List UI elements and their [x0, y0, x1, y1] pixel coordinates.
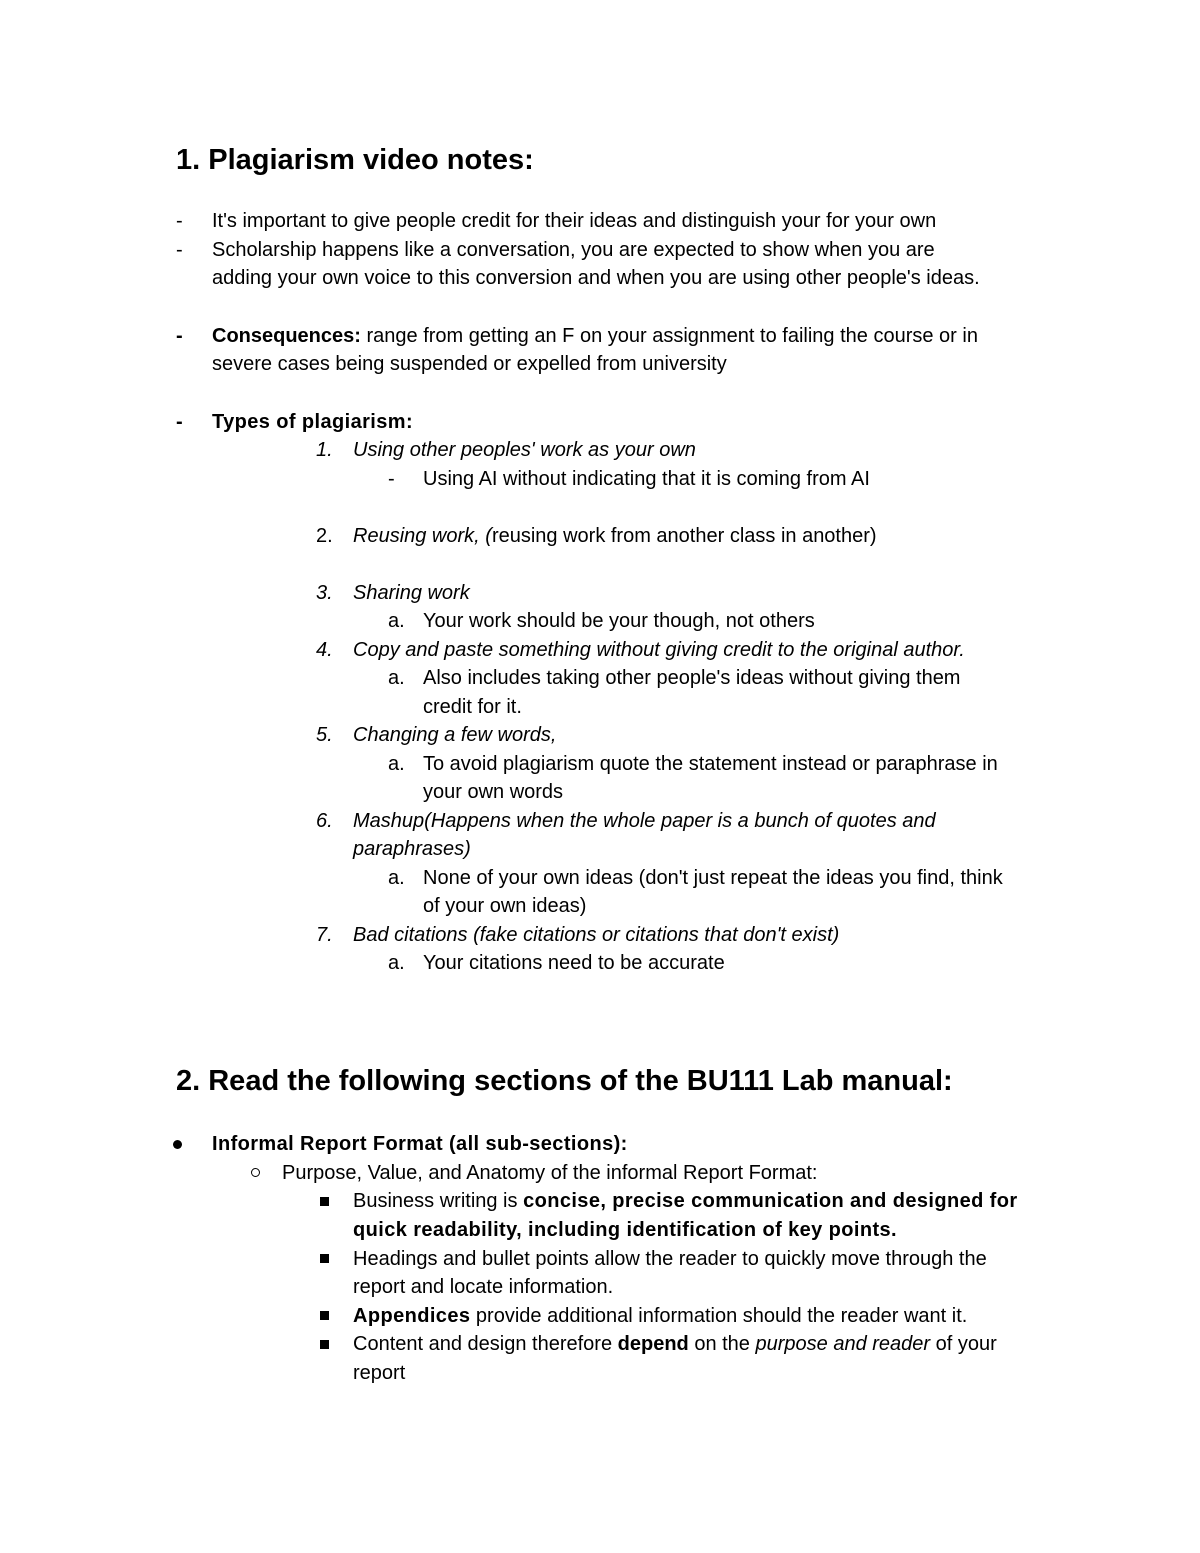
plagiarism-detail: To avoid plagiarism quote the statement instead or paraphrase in	[423, 753, 998, 775]
square-bullet-icon	[320, 1197, 329, 1206]
plagiarism-detail: Your work should be your though, not others	[423, 610, 815, 632]
list-number: 6.	[316, 810, 333, 832]
list-number: 2.	[316, 525, 333, 547]
consequences-label: Consequences:	[212, 325, 361, 347]
consequences-line	[212, 322, 978, 350]
note-line: It's important to give people credit for their ideas and distinguish your for your own	[212, 210, 937, 232]
dash-marker: -	[176, 210, 183, 232]
list-number: 7.	[316, 924, 333, 946]
square-bullet-icon	[320, 1254, 329, 1263]
plagiarism-detail: Your citations need to be accurate	[423, 952, 725, 974]
report-point	[353, 1330, 997, 1358]
report-point-text: Business writing is	[353, 1190, 524, 1212]
plagiarism-detail: None of your own ideas (don't just repeat the ideas you find, think	[423, 867, 1003, 889]
plagiarism-detail: of your own ideas)	[423, 895, 587, 917]
dash-marker: -	[388, 468, 395, 490]
list-number: 4.	[316, 639, 333, 661]
informal-report-label: Informal Report Format (all sub-sections):	[212, 1133, 628, 1155]
plagiarism-detail: Using AI without indicating that it is coming from AI	[423, 468, 870, 490]
types-label: Types of plagiarism:	[212, 411, 414, 433]
report-point-text: provide additional information should the reader want it.	[470, 1305, 968, 1327]
report-point	[353, 1302, 967, 1330]
square-bullet-icon	[320, 1311, 329, 1320]
report-point-text: on the	[688, 1333, 756, 1355]
report-point	[353, 1187, 1018, 1215]
report-point-bold: concise, precise communication and designed for	[523, 1190, 1018, 1212]
sub-letter: a.	[388, 952, 405, 974]
dash-marker: -	[176, 411, 183, 433]
sub-letter: a.	[388, 753, 405, 775]
report-point-bold: Appendices	[353, 1305, 471, 1327]
section-2-heading: 2. Read the following sections of the BU111 Lab manual:	[176, 1065, 953, 1097]
plagiarism-type: Sharing work	[353, 582, 470, 604]
purpose-label: Purpose, Value, and Anatomy of the informal Report Format:	[282, 1162, 818, 1184]
report-point-text: Content and design therefore	[353, 1333, 618, 1355]
plagiarism-detail: credit for it.	[423, 696, 522, 718]
report-point: Headings and bullet points allow the reader to quickly move through the	[353, 1248, 987, 1270]
report-point-text: of your	[930, 1333, 997, 1355]
consequences-line-2: severe cases being suspended or expelled from university	[212, 353, 727, 375]
plagiarism-detail: your own words	[423, 781, 564, 803]
report-point-bold: depend	[617, 1333, 689, 1355]
dash-marker: -	[176, 325, 183, 347]
sub-letter: a.	[388, 867, 405, 889]
note-line: Scholarship happens like a conversation, you are expected to show when you are	[212, 239, 935, 261]
report-point-bold: quick readability, including identification of key points.	[353, 1219, 898, 1241]
report-point-italic: purpose and reader	[755, 1333, 931, 1355]
plagiarism-type-italic: Reusing work, (	[353, 525, 492, 547]
list-number: 5.	[316, 724, 333, 746]
list-number: 3.	[316, 582, 333, 604]
plagiarism-type: Copy and paste something without giving credit to the original author.	[353, 639, 965, 661]
note-line: adding your own voice to this conversion and when you are using other people's ideas.	[212, 267, 980, 289]
plagiarism-type: Bad citations (fake citations or citations that don't exist)	[353, 924, 840, 946]
plagiarism-type-rest: reusing work from another class in another)	[491, 525, 877, 547]
square-bullet-icon	[320, 1340, 329, 1349]
plagiarism-type: Using other peoples' work as your own	[353, 439, 696, 461]
plagiarism-detail: Also includes taking other people's ideas without giving them	[423, 667, 961, 689]
plagiarism-type	[353, 522, 877, 550]
list-number: 1.	[316, 439, 333, 461]
bullet-icon	[173, 1140, 182, 1149]
consequences-text: range from getting an F on your assignment to failing the course or in	[360, 325, 978, 347]
sub-letter: a.	[388, 667, 405, 689]
report-point: report and locate information.	[353, 1276, 614, 1298]
plagiarism-type: Changing a few words,	[353, 724, 557, 746]
report-point: report	[353, 1362, 406, 1384]
plagiarism-type: Mashup(Happens when the whole paper is a bunch of quotes and	[353, 810, 936, 832]
section-1-heading: 1. Plagiarism video notes:	[176, 144, 534, 176]
plagiarism-type: paraphrases)	[353, 838, 471, 860]
sub-letter: a.	[388, 610, 405, 632]
circle-bullet-icon	[251, 1168, 260, 1177]
dash-marker: -	[176, 239, 183, 261]
